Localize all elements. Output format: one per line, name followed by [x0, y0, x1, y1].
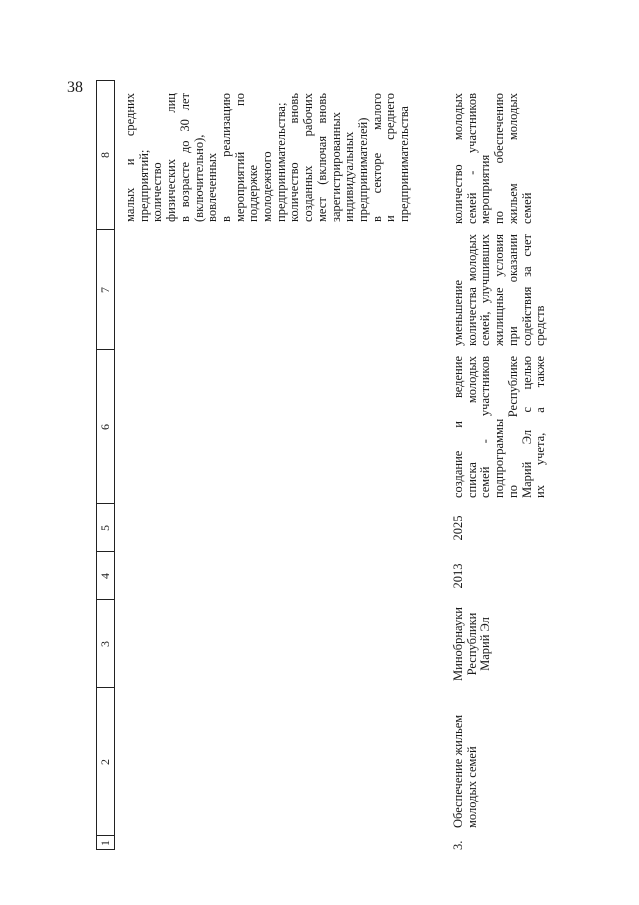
text-line: Минобрнауки [451, 607, 465, 681]
text-line: физических лиц [164, 93, 179, 222]
text-line: Республики [464, 612, 479, 676]
page-number: 38 [67, 79, 83, 96]
text-line: семей - участников [464, 93, 479, 224]
text-line: Марий Эл с целью [519, 356, 534, 498]
row-3-executor [452, 604, 493, 684]
text-line: индивидуальных [342, 131, 357, 222]
row-3-name [452, 692, 479, 828]
row-3-indicator [452, 93, 534, 224]
text-line: предпринимательства [397, 106, 412, 222]
text-line: количества молодых [464, 234, 479, 346]
text-line: количество вновь [287, 93, 302, 222]
text-line: в реализацию [218, 93, 233, 222]
text-line: в возрасте до 30 лет [177, 93, 192, 222]
row-3-result [452, 234, 548, 346]
text-line: предпринимателей) [355, 117, 370, 222]
text-line: мероприятий по [232, 93, 247, 222]
text-line: молодежного [260, 151, 275, 222]
text-line: вовлеченных [205, 152, 220, 222]
text-line: (включительно), [191, 134, 206, 222]
row-3-start-year: 2013 [451, 563, 465, 589]
text-line: по обеспечению [492, 93, 507, 224]
text-line: и среднего [383, 93, 398, 222]
text-line: количество [150, 162, 165, 222]
text-line: семей - участников [478, 356, 493, 498]
text-line: предприятий; [136, 149, 151, 222]
text-line: молодых семей [464, 746, 479, 828]
row-3-content [452, 356, 548, 498]
continued-indicator-cell [124, 93, 412, 222]
text-line: списка молодых [464, 356, 479, 498]
text-line: создание и ведение [451, 356, 465, 498]
text-line: их учета, а также [533, 356, 548, 498]
text-line: подпрограммы [492, 418, 507, 498]
text-line: жилищные условия [492, 234, 507, 346]
text-line: по Республике [505, 356, 520, 498]
table-header-bottom-border [114, 80, 115, 850]
row-3-end-year: 2025 [451, 515, 465, 541]
text-line: Марий Эл [478, 617, 493, 671]
header-col-5: 5 [98, 525, 112, 531]
text-line: в секторе малого [369, 93, 384, 222]
text-line: семей [519, 192, 534, 224]
row-3-number: 3. [451, 840, 465, 850]
text-line: зарегистрированных [328, 111, 343, 222]
text-line: предпринимательства; [273, 102, 288, 222]
header-col-6: 6 [98, 424, 112, 430]
header-col-3: 3 [98, 641, 112, 647]
text-line: малых и средних [123, 93, 137, 222]
text-line: при оказании [505, 234, 520, 346]
text-line: содействия за счет [519, 234, 534, 346]
text-line: мероприятия [478, 154, 493, 224]
text-line: Обеспечение жильем [451, 714, 465, 828]
text-line: семей, улучшивших [478, 234, 493, 346]
rotated-table-page [96, 80, 556, 850]
header-col-4: 4 [98, 573, 112, 579]
text-line: поддержке [246, 164, 261, 222]
header-col-1: 1 [98, 840, 112, 846]
text-line: количество молодых [451, 93, 465, 224]
header-col-2: 2 [98, 759, 112, 765]
text-line: созданных рабочих [301, 93, 316, 222]
header-col-8: 8 [98, 152, 112, 158]
text-line: мест (включая вновь [314, 93, 329, 222]
text-line: средств [533, 305, 548, 346]
header-col-7: 7 [98, 287, 112, 293]
text-line: жильем молодых [505, 93, 520, 224]
text-line: уменьшение [451, 279, 465, 346]
